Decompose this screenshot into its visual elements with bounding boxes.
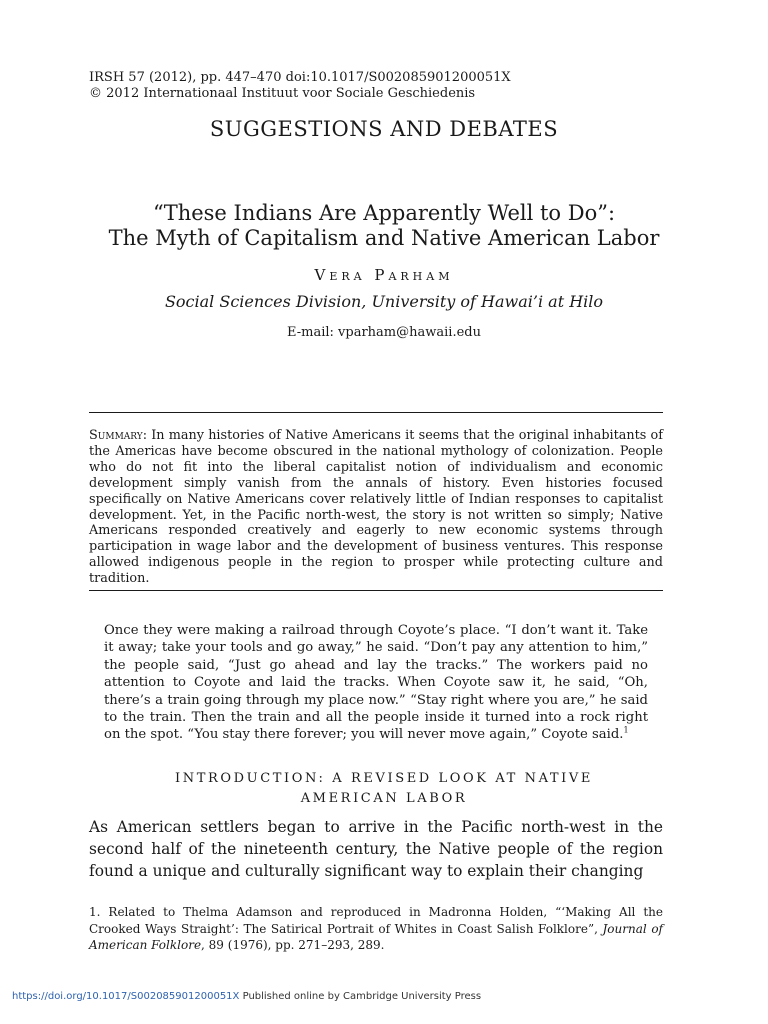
introduction-paragraph: As American settlers began to arrive in the Pacific north-west in the second half of the nineteenth century, the Native people of the region found a unique and culturally significant way to explain their changing <box>89 818 663 880</box>
footnote <box>89 904 663 954</box>
citation-text: IRSH 57 (2012), pp. 447–470 doi:10.1017/S002085901200051X <box>89 70 511 85</box>
copyright-line: © 2012 Internationaal Instituut voor Sociale Geschiedenis <box>89 86 476 101</box>
summary-text: In many histories of Native Americans it seems that the original inhabitants of the Americas have become obscured in the national mythology of colonization. People who do not fit into the liberal capitalist notion of individualism and economic development simply vanish from the annals of history. Even histories focused specifically on Native Americans cover relatively little of Indian responses to capitalist development. Yet, in the Pacific north-west, the story is not written so simply; Native Americans responded creatively and eagerly to new economic systems through participation in wage labor and the development of business ventures. This response allowed indigenous people in the region to prosper while protecting culture and tradition. <box>89 428 663 587</box>
article-title-line-1: “These Indians Are Apparently Well to Do”: <box>152 201 616 225</box>
section-heading-line-2: AMERICAN LABOR <box>300 791 468 806</box>
footnote-citation-end: , 89 (1976), pp. 271–293, 289. <box>201 938 385 952</box>
summary-block <box>89 428 663 587</box>
summary-bottom-rule <box>89 590 663 591</box>
page-footer <box>12 991 481 1002</box>
article-title-line-2: The Myth of Capitalism and Native American Labor <box>108 226 660 250</box>
author-affiliation: Social Sciences Division, University of Hawai’i at Hilo <box>164 292 604 311</box>
author-email: E-mail: vparham@hawaii.edu <box>287 325 481 340</box>
summary-label: Summary: <box>89 428 148 443</box>
journal-citation <box>89 70 511 86</box>
epigraph-quote <box>104 622 648 744</box>
published-note: Published online by Cambridge University Press <box>239 991 482 1002</box>
epigraph-text: Once they were making a railroad through Coyote’s place. “I don’t want it. Take it away; take your tools and go away,” he said. “Don’t pay any attention to him,” the people said, “Just go ahead and lay the tracks.” The workers paid no attention to Coyote and laid the tracks. When Coyote saw it, he said, “Oh, there’s a train going through my place now.” “Stay right where you are,” he said to the train. Then the train and all the people inside it turned into a rock right on the spot. “You stay there forever; you will never move again,” Coyote said. <box>104 623 648 743</box>
footnote-number: 1. <box>89 905 101 919</box>
author-name: Vera Parham <box>314 266 454 284</box>
section-title: SUGGESTIONS AND DEBATES <box>209 117 559 141</box>
footnote-reference[interactable]: 1 <box>623 726 629 736</box>
footnote-journal: Journal of American Folklore <box>89 921 663 952</box>
footnote-text: Related to Thelma Adamson and reproduced in Madronna Holden, “‘Making All the Crooked Ways Straight’: The Satirical Portrait of Whites in Coast Salish Folklore”, <box>89 905 663 936</box>
section-heading-line-1: INTRODUCTION: A REVISED LOOK AT NATIVE <box>175 771 593 786</box>
summary-top-rule <box>89 412 663 413</box>
doi-link[interactable]: https://doi.org/10.1017/S002085901200051X <box>12 991 240 1002</box>
